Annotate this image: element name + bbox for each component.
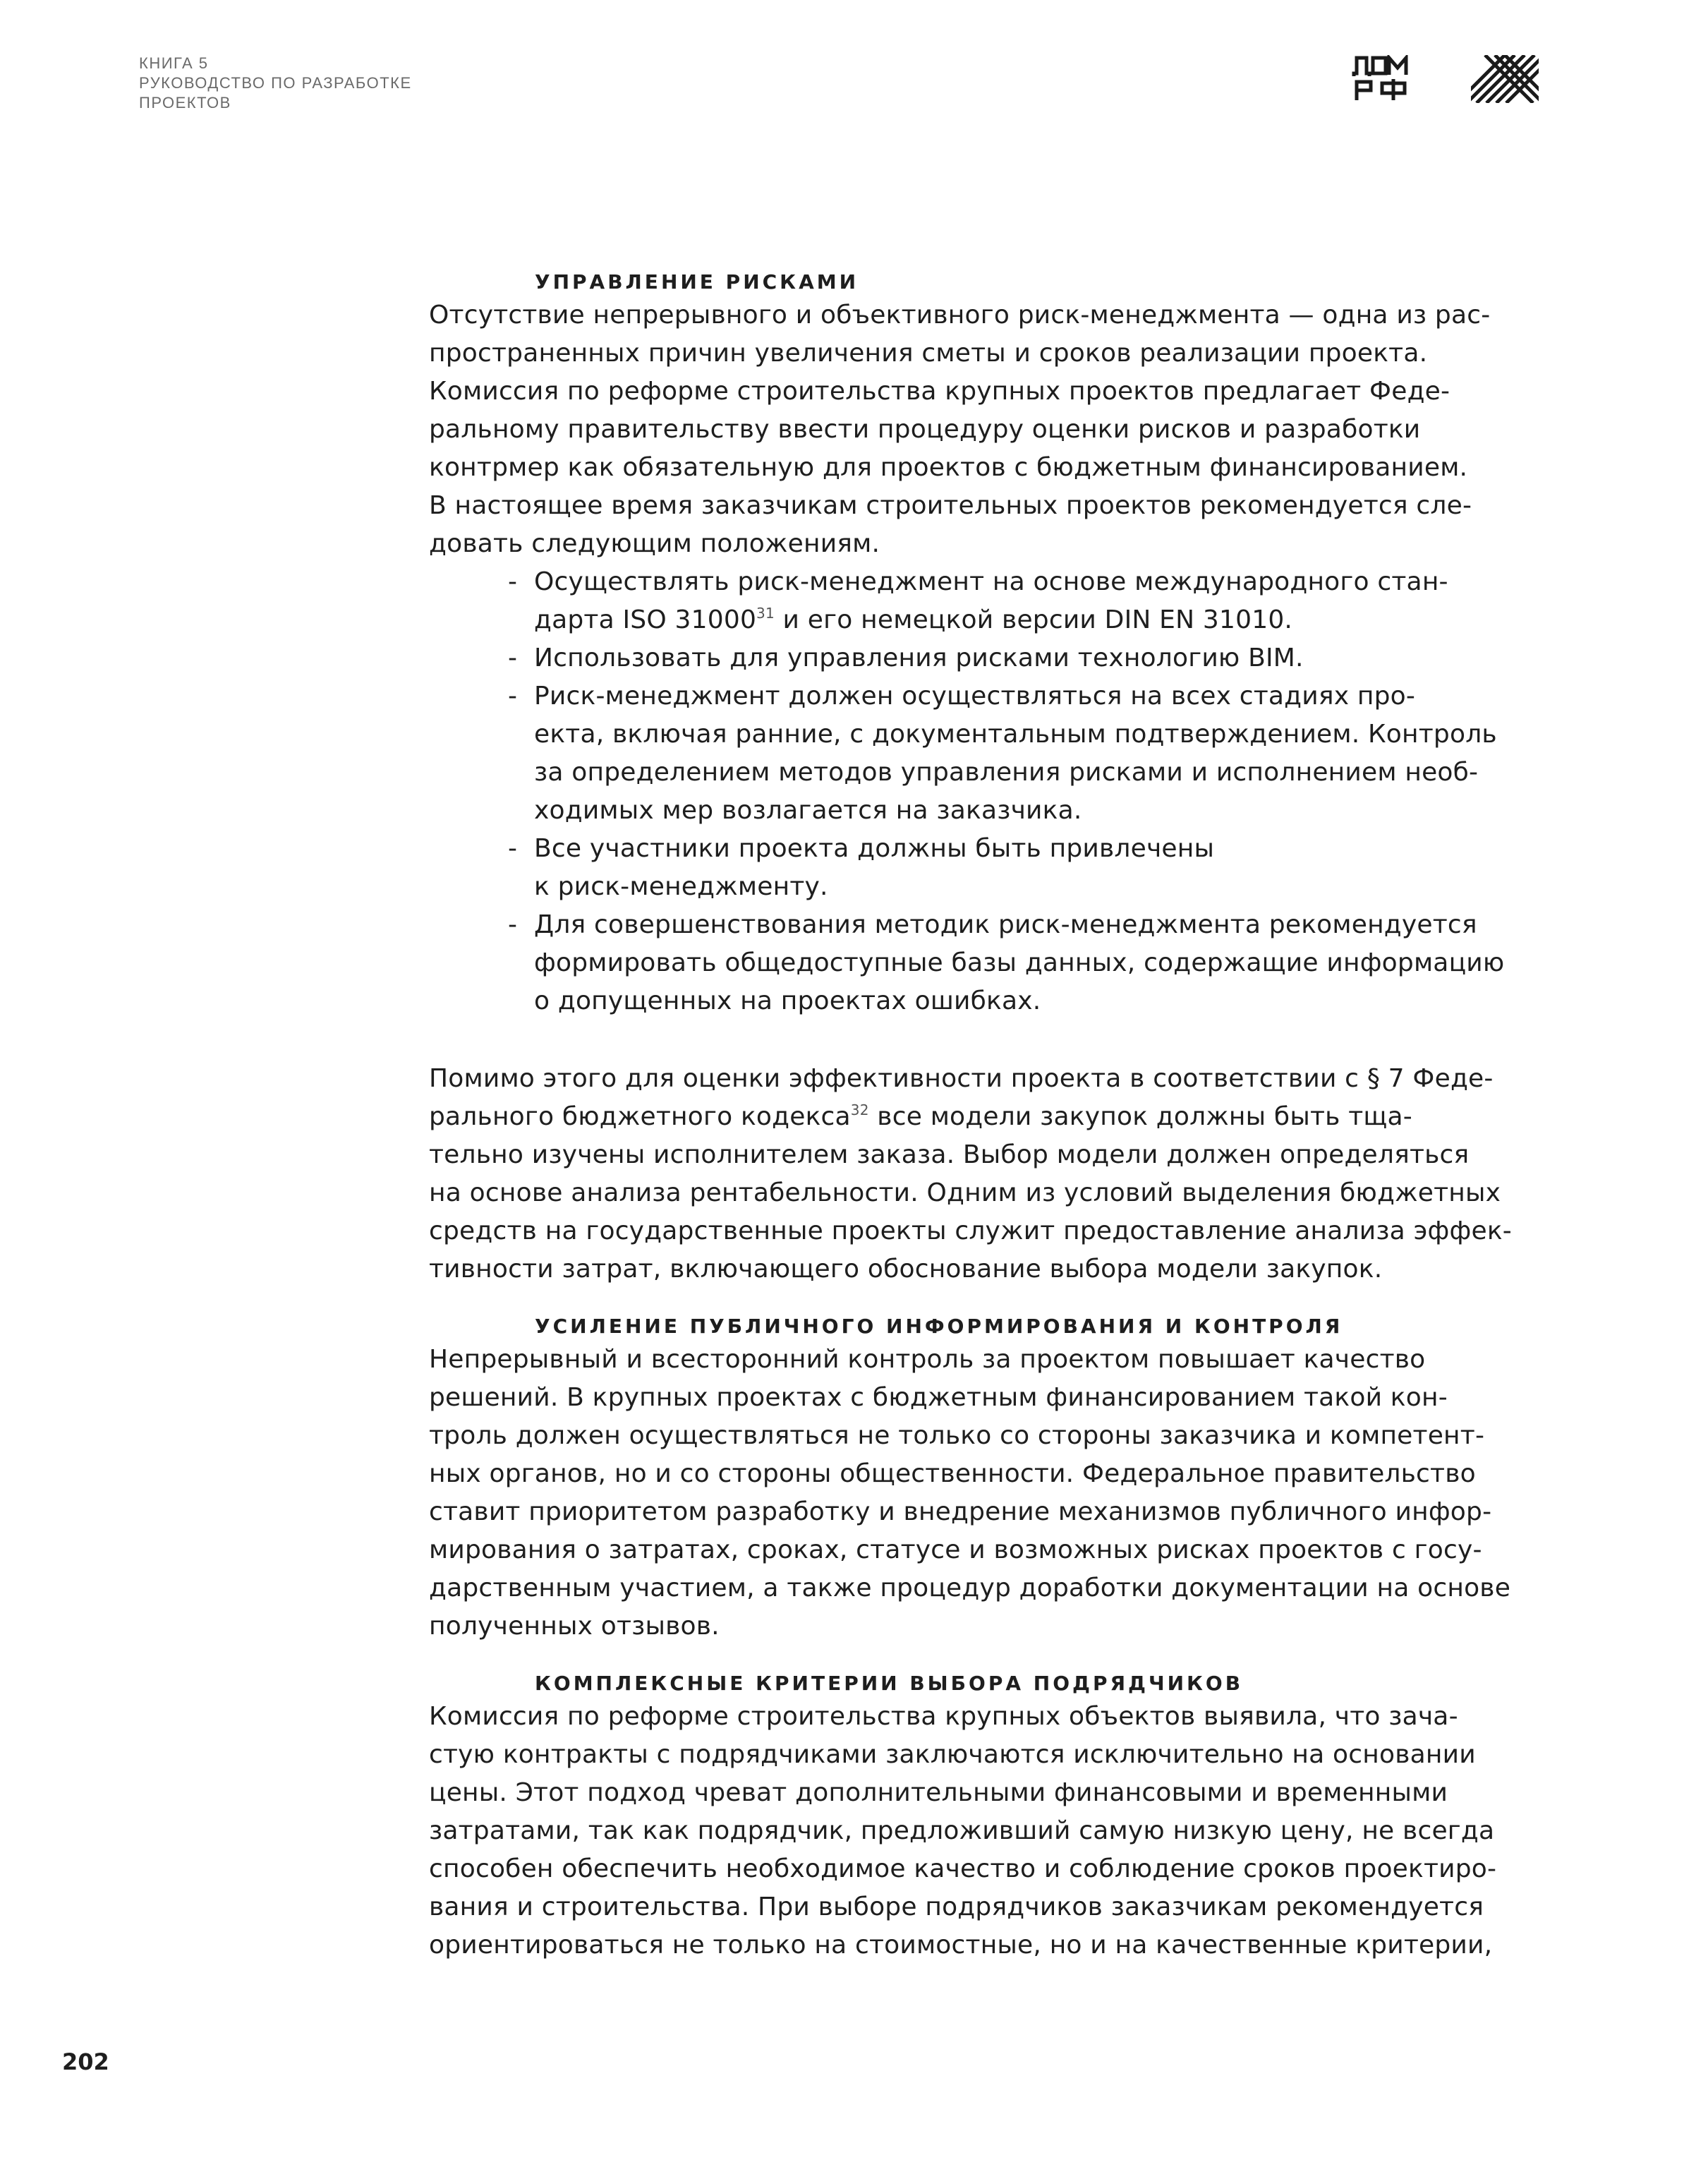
section-heading-risk: УПРАВЛЕНИЕ РИСКАМИ [535, 270, 859, 294]
footnote-ref: 31 [756, 605, 775, 622]
text-line: ных органов, но и со стороны общественности. Федеральное правительство [429, 1459, 1476, 1488]
list-item [508, 830, 1558, 906]
list-item [508, 677, 1558, 830]
footnote-ref: 32 [850, 1101, 869, 1118]
text-fragment: все модели закупок должны быть тща- [868, 1102, 1412, 1131]
text-line: Непрерывный и всесторонний контроль за проектом повышает качество [429, 1345, 1426, 1374]
text-line: пространенных причин увеличения сметы и сроков реализации проекта. [429, 339, 1428, 368]
main-content [429, 268, 1558, 1964]
contractors-paragraph [429, 1698, 1558, 1964]
text-line: ральному правительству ввести процедуру оценки рисков и разработки [429, 415, 1421, 444]
text-fragment: рального бюджетного кодекса [429, 1102, 851, 1131]
text-line: средств на государственные проекты служит предоставление анализа эффек- [429, 1217, 1512, 1245]
text-line: Использовать для управления рисками технологию BIM. [534, 644, 1304, 672]
text-line: Отсутствие непрерывного и объективного риск-менеджмента — одна из рас- [429, 301, 1491, 330]
text-line: мирования о затратах, сроках, статусе и возможных рисках проектов с госу- [429, 1535, 1482, 1564]
text-line: довать следующим положениям. [429, 529, 880, 558]
list-item [508, 563, 1558, 639]
text-line: на основе анализа рентабельности. Одним из условий выделения бюджетных [429, 1178, 1501, 1207]
diagonal-pattern-logo-icon [1471, 55, 1539, 103]
text-line: за определением методов управления рисками и исполнением необ- [534, 758, 1479, 787]
list-item [508, 639, 1558, 677]
bullet-dash: - [508, 644, 518, 672]
text-line: ставит приоритетом разработку и внедрение механизмов публичного инфор- [429, 1497, 1492, 1526]
book-header-line: КНИГА 5 [139, 54, 209, 72]
public-paragraph [429, 1341, 1558, 1646]
text-fragment: и его немецкой версии DIN EN 31010. [774, 605, 1293, 634]
book-header-line: РУКОВОДСТВО ПО РАЗРАБОТКЕ [139, 74, 412, 92]
text-line: В настоящее время заказчикам строительных проектов рекомендуется сле- [429, 491, 1472, 520]
text-line: ориентироваться не только на стоимостные, но и на качественные критерии, [429, 1931, 1493, 1960]
text-line: вания и строительства. При выборе подрядчиков заказчикам рекомендуется [429, 1893, 1484, 1921]
text-line: способен обеспечить необходимое качество и соблюдение сроков проектиро- [429, 1854, 1497, 1883]
section-heading-public: УСИЛЕНИЕ ПУБЛИЧНОГО ИНФОРМИРОВАНИЯ И КОНТРОЛЯ [535, 1315, 1343, 1338]
risk-followup-paragraph [429, 1060, 1558, 1288]
text-line [534, 601, 1558, 639]
text-line: Осуществлять риск-менеджмент на основе международного стан- [534, 567, 1448, 596]
text-line: дарственным участием, а также процедур доработки документации на основе [429, 1574, 1511, 1602]
bullet-dash: - [508, 910, 518, 939]
text-line: Все участники проекта должны быть привлечены [534, 834, 1215, 863]
text-line: контрмер как обязательную для проектов с бюджетным финансированием. [429, 453, 1468, 482]
bullet-dash: - [508, 834, 518, 863]
text-line: тивности затрат, включающего обоснование выбора модели закупок. [429, 1255, 1383, 1284]
section-heading-contractors: КОМПЛЕКСНЫЕ КРИТЕРИИ ВЫБОРА ПОДРЯДЧИКОВ [535, 1672, 1244, 1695]
text-line: екта, включая ранние, с документальным подтверждением. Контроль [534, 720, 1497, 749]
text-line: Помимо этого для оценки эффективности проекта в соответствии с § 7 Феде- [429, 1064, 1494, 1093]
text-line: цены. Этот подход чреват дополнительными финансовыми и временными [429, 1778, 1448, 1807]
text-line: полученных отзывов. [429, 1612, 720, 1641]
page-number: 202 [62, 2048, 109, 2075]
text-line: формировать общедоступные базы данных, содержащие информацию [534, 948, 1505, 977]
text-line: к риск-менеджменту. [534, 872, 828, 901]
text-line: ходимых мер возлагается на заказчика. [534, 796, 1082, 825]
text-line: Комиссия по реформе строительства крупных проектов предлагает Феде- [429, 377, 1450, 406]
list-item [508, 906, 1558, 1020]
bullet-dash: - [508, 682, 518, 711]
text-fragment: дарта ISO 31000 [534, 605, 757, 634]
text-line: затратами, так как подрядчик, предложивший самую низкую цену, не всегда [429, 1816, 1495, 1845]
text-line: о допущенных на проектах ошибках. [534, 986, 1041, 1015]
text-line: Комиссия по реформе строительства крупных объектов выявила, что зача- [429, 1702, 1458, 1731]
text-line: троль должен осуществляться не только со стороны заказчика и компетент- [429, 1421, 1485, 1450]
text-line: тельно изучены исполнителем заказа. Выбор модели должен определяться [429, 1140, 1470, 1169]
text-line [429, 1098, 1558, 1136]
text-line: решений. В крупных проектах с бюджетным финансированием такой кон- [429, 1383, 1448, 1412]
book-header [139, 54, 412, 113]
risk-intro-paragraph [429, 296, 1558, 563]
book-header-line: ПРОЕКТОВ [139, 94, 231, 111]
text-line: стую контракты с подрядчиками заключаются исключительно на основании [429, 1740, 1476, 1769]
dom-rf-logo-icon [1351, 55, 1410, 103]
text-line: Для совершенствования методик риск-менеджмента рекомендуется [534, 910, 1477, 939]
text-line: Риск-менеджмент должен осуществляться на всех стадиях про- [534, 682, 1416, 711]
bullet-dash: - [508, 567, 518, 596]
risk-bullet-list [508, 563, 1558, 1020]
